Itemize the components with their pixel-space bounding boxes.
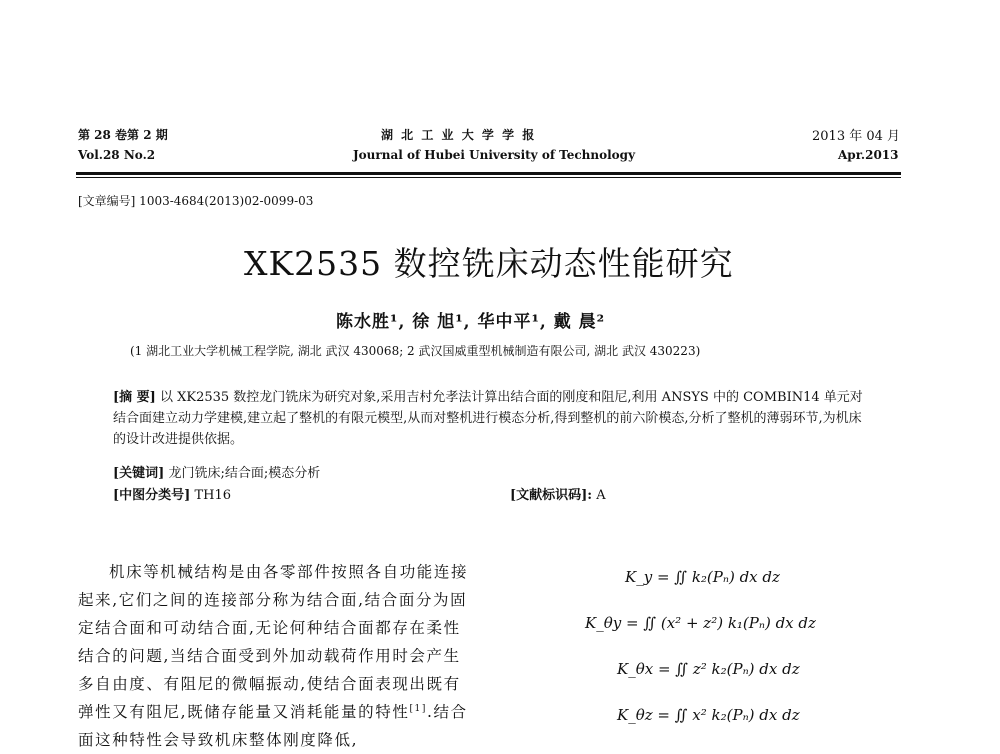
clc-number — [113, 484, 231, 503]
date-cn: 2013 年 04 月 — [812, 129, 901, 144]
volume-issue-cn: 第 28 卷第 2 期 — [78, 128, 168, 142]
citation-ref: [1] — [409, 703, 427, 714]
intro-text: 机床等机械结构是由各零部件按照各自功能连接起来,它们之间的连接部分称为结合面,结合面分为固定结合面和可动结合面,无论何种结合面都存在柔性结合的问题,当结合面受到外加动载荷作用时会产生多自由度、有阻尼的微幅振动,使结合面表现出既有弹性又有阻尼,既储存能量又消耗能量的特性 — [78, 563, 469, 721]
keywords — [113, 462, 320, 481]
author-list: 陈水胜¹, 徐 旭¹, 华中平¹, 戴 晨² — [336, 312, 606, 332]
clc-label: [中图分类号] — [113, 488, 191, 503]
paper-title: XK2535 数控铣床动态性能研究 — [244, 244, 734, 283]
journal-name-cn: 湖 北 工 业 大 学 学 报 — [381, 128, 537, 142]
affiliation: (1 湖北工业大学机械工程学院, 湖北 武汉 430068; 2 武汉国威重型机械制造有限公司, 湖北 武汉 430223) — [130, 344, 701, 358]
date-en: Apr.2013 — [838, 148, 899, 162]
header-rule-thin — [76, 177, 901, 178]
keywords-text: 龙门铣床;结合面;模态分析 — [168, 466, 321, 481]
abstract — [113, 387, 873, 450]
equation-kthetay: K_θy = ∬ (x² + z²) k₁(Pₙ) dx dz — [585, 614, 816, 632]
keywords-label: [关键词] — [113, 466, 165, 481]
volume-issue-en: Vol.28 No.2 — [78, 148, 156, 162]
journal-name-en: Journal of Hubei University of Technology — [353, 148, 636, 162]
doc-code-value: A — [596, 488, 606, 503]
abstract-label: [摘 要] — [113, 390, 156, 405]
intro-paragraph — [78, 558, 476, 754]
equation-kthetax: K_θx = ∬ z² k₂(Pₙ) dx dz — [617, 660, 800, 678]
equation-ky: K_y = ∬ k₂(Pₙ) dx dz — [625, 568, 780, 586]
article-number: [文章编号] 1003-4684(2013)02-0099-03 — [78, 194, 314, 208]
header-rule-thick — [76, 172, 901, 175]
abstract-text: 以 XK2535 数控龙门铣床为研究对象,采用吉村允孝法计算出结合面的刚度和阻尼,利用 ANSYS 中的 COMBIN14 单元对结合面建立动力学建模,建立起了整机的有限元模型,从而对整机进行模态分析,得到整机的前六阶模态,分析了整机的薄弱环节,为机床的设计改进提供依据。 — [113, 390, 863, 447]
document-code — [510, 484, 606, 503]
clc-value: TH16 — [194, 488, 232, 503]
intro-text-tail: .结合面这种特性会导致机床整体刚度降低, — [78, 703, 468, 749]
equation-kthetaz: K_θz = ∬ x² k₂(Pₙ) dx dz — [617, 706, 800, 724]
doc-code-label: [文献标识码]: — [510, 488, 593, 503]
